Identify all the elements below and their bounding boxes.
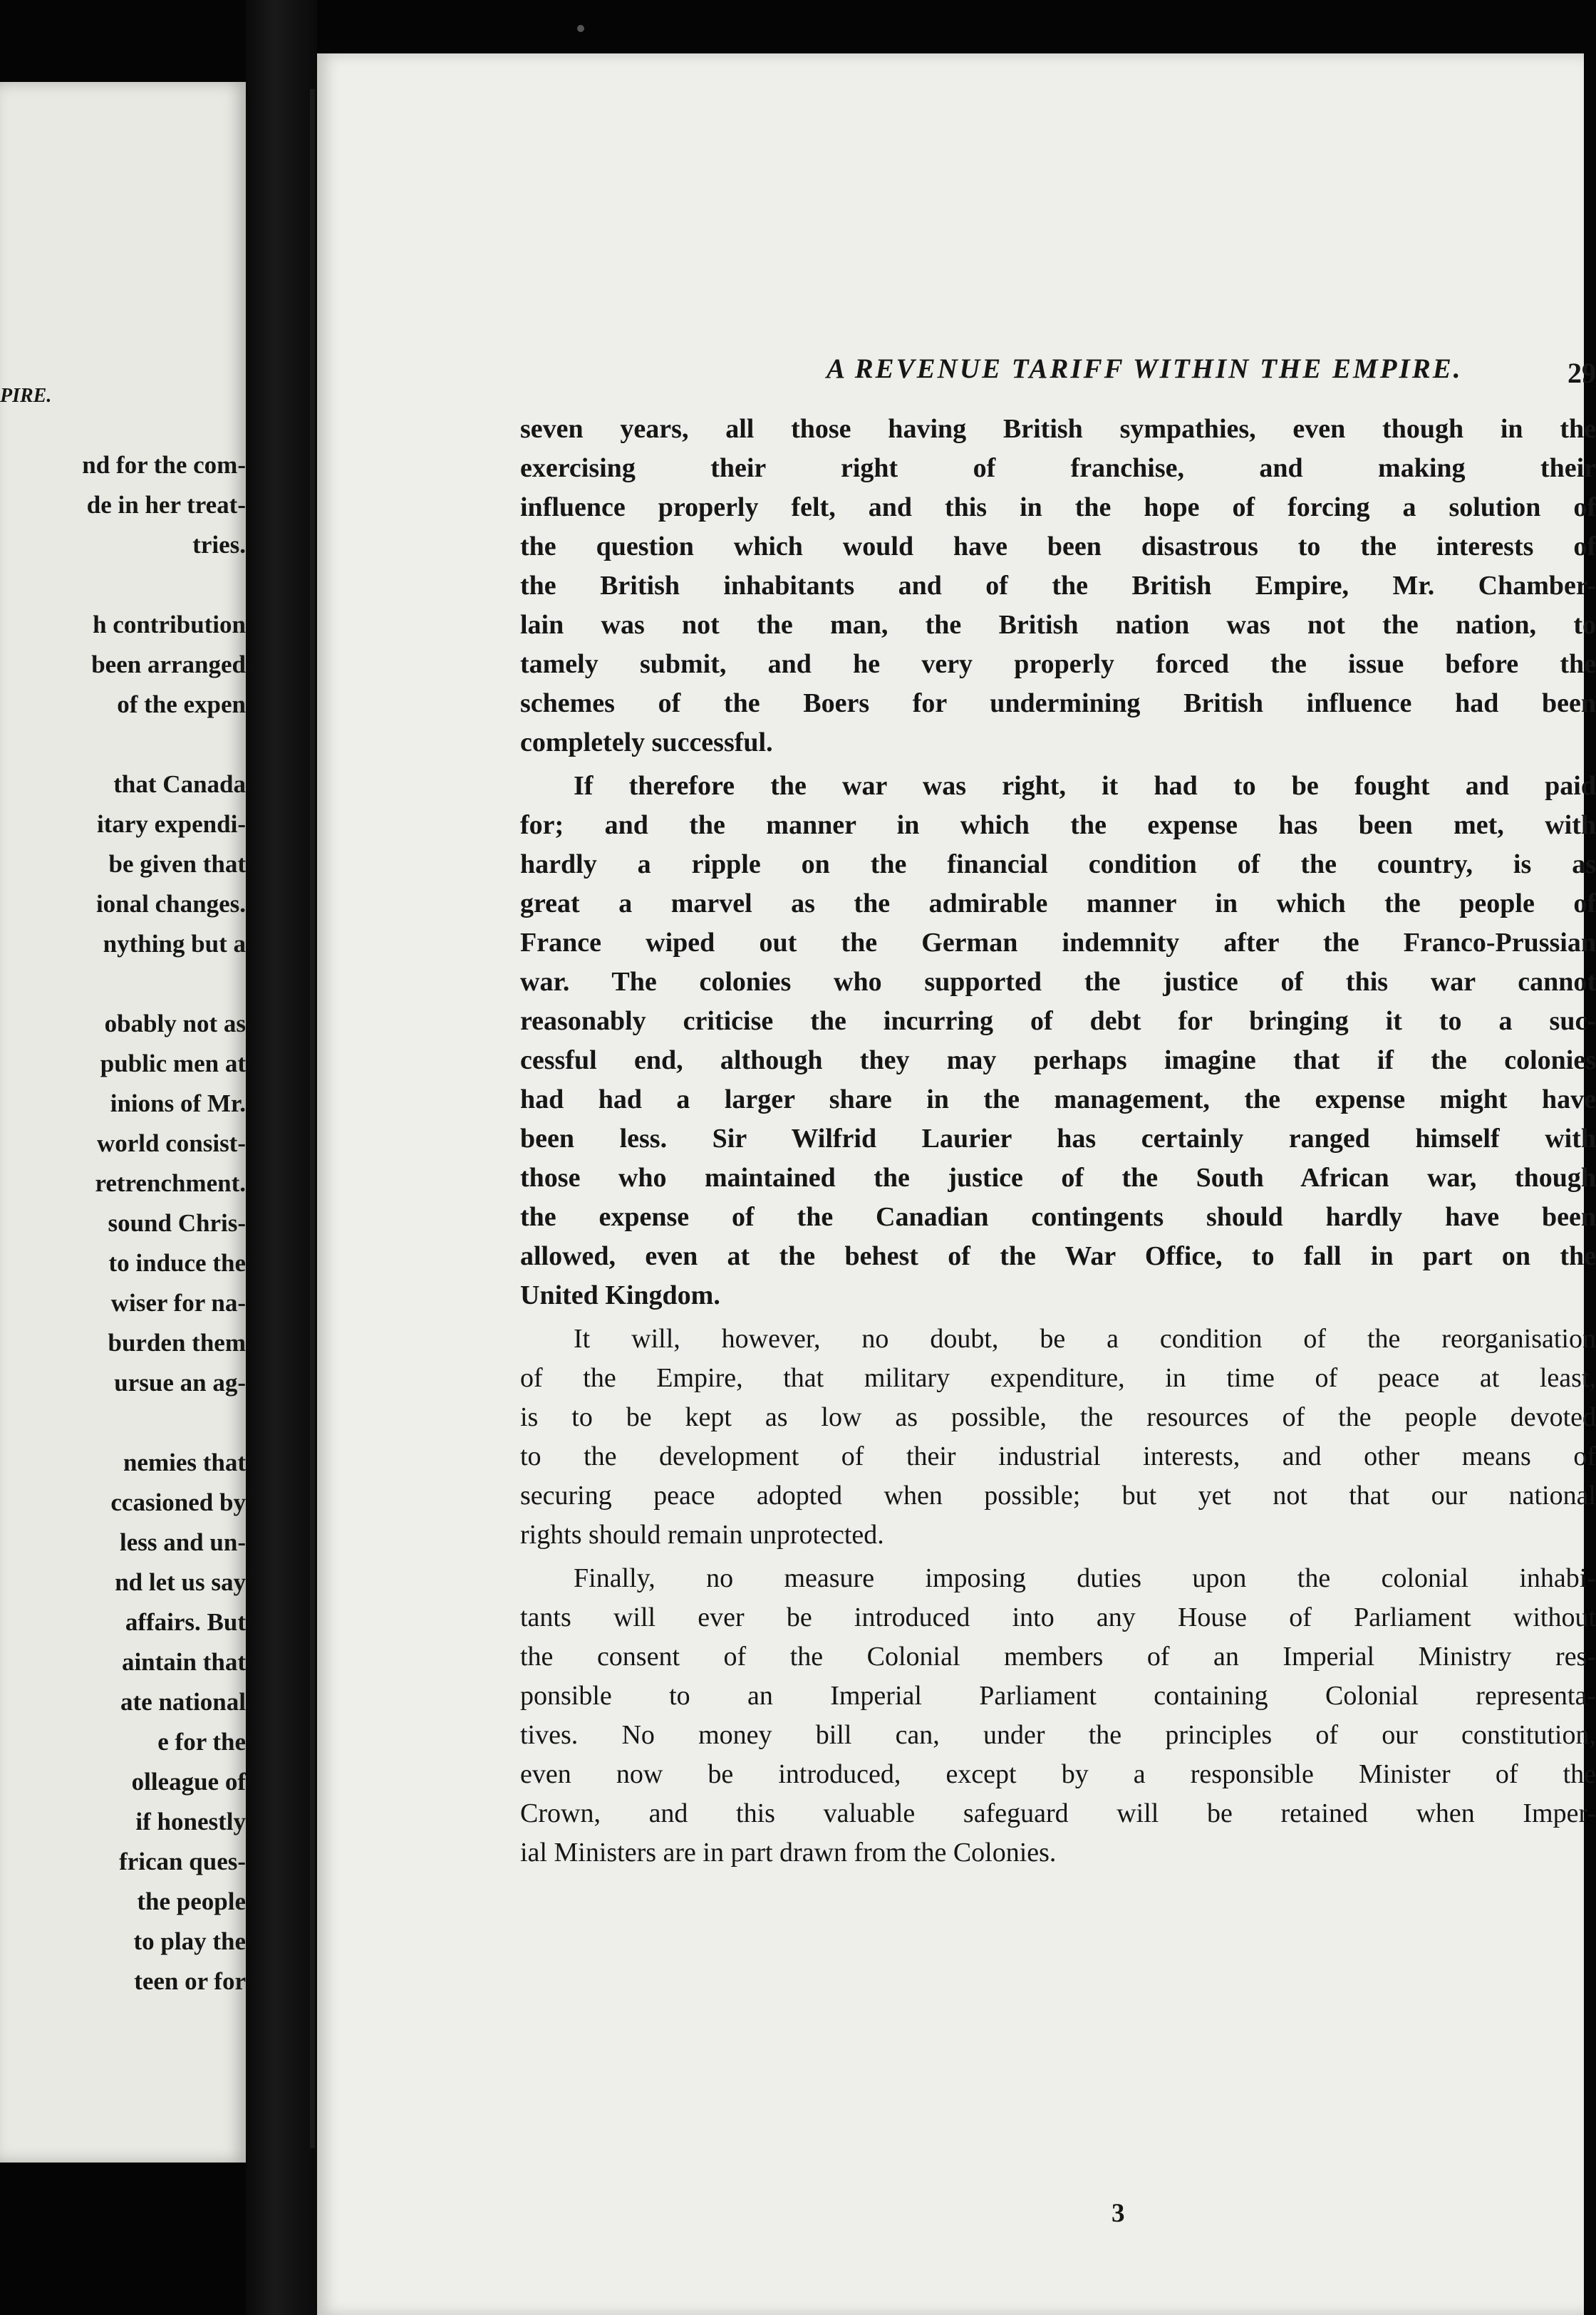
left-page-line: inions of Mr. xyxy=(110,1089,246,1117)
text-line: United Kingdom. xyxy=(520,1280,720,1310)
text-line: seven years, all those having British sympathies, even though in the xyxy=(520,414,1596,444)
text-line: securing peace adopted when possible; but yet not that our national xyxy=(520,1481,1596,1511)
text-line: France wiped out the German indemnity after the Franco-Prussian xyxy=(520,928,1596,958)
page-number: 29 xyxy=(1568,357,1596,389)
text-line: war. The colonies who supported the justice of this war cannot xyxy=(520,967,1596,997)
text-line: lain was not the man, the British nation was not the nation, to xyxy=(520,610,1596,640)
paragraph xyxy=(520,410,1596,762)
text-line: exercising their right of franchise, and making their xyxy=(520,453,1596,483)
text-line: the consent of the Colonial members of an Imperial Ministry res- xyxy=(520,1642,1596,1672)
left-page-line xyxy=(0,725,246,765)
text-line: schemes of the Boers for undermining British influence had been xyxy=(520,688,1596,718)
text-line: had had a larger share in the management, the expense might have xyxy=(520,1084,1596,1114)
text-line: It will, however, no doubt, be a condition of the reorganisation xyxy=(574,1324,1596,1354)
paragraph xyxy=(520,1559,1596,1873)
left-page-line: frican ques- xyxy=(119,1848,246,1875)
paragraph xyxy=(520,1320,1596,1555)
text-line: tants will ever be introduced into any House of Parliament without xyxy=(520,1602,1596,1632)
left-page-line: if honestly xyxy=(135,1808,246,1835)
left-page-line: of the expen xyxy=(117,690,246,718)
page-header xyxy=(520,353,1596,410)
left-page-line: aintain that xyxy=(121,1648,246,1676)
left-page-line: been arranged xyxy=(91,651,246,678)
left-page-line: be given that xyxy=(108,850,246,878)
left-page-line: affairs. But xyxy=(125,1608,246,1636)
left-page-line: less and un- xyxy=(119,1528,246,1556)
left-page-line: wiser for na- xyxy=(110,1289,246,1317)
text-line: been less. Sir Wilfrid Laurier has certainly ranged himself with xyxy=(520,1124,1596,1154)
text-line: for; and the manner in which the expense has been met, with xyxy=(520,810,1596,840)
text-line: completely successful. xyxy=(520,727,773,757)
text-line: tamely submit, and he very properly forced the issue before the xyxy=(520,649,1596,679)
text-line: hardly a ripple on the financial condition of the country, is as xyxy=(520,849,1596,879)
text-line: Crown, and this valuable safeguard will be retained when Imper- xyxy=(520,1798,1596,1828)
left-page-line: ccasioned by xyxy=(110,1488,246,1516)
left-page-line: ate national xyxy=(120,1688,246,1716)
left-page-text xyxy=(0,445,246,2001)
text-line: ial Ministers are in part drawn from the Colonies. xyxy=(520,1838,1057,1868)
left-page-line: public men at xyxy=(100,1050,246,1077)
page-text-block xyxy=(520,353,1596,1877)
left-page-line: tries. xyxy=(192,531,246,559)
left-page-line: de in her treat- xyxy=(86,491,246,519)
text-line: influence properly felt, and this in the hope of forcing a solution of xyxy=(520,492,1596,522)
left-page-line: nything but a xyxy=(103,930,246,958)
text-line: the British inhabitants and of the British Empire, Mr. Chamber- xyxy=(520,571,1596,601)
left-facing-page xyxy=(0,82,246,2163)
left-page-line: to induce the xyxy=(108,1249,246,1277)
left-running-head: PIRE. xyxy=(0,385,52,407)
book-gutter xyxy=(246,0,317,2315)
text-line: tives. No money bill can, under the principles of our constitution, xyxy=(520,1720,1596,1750)
left-page-line: nd let us say xyxy=(115,1568,246,1596)
left-page-line: sound Chris- xyxy=(108,1209,246,1237)
left-page-line: ional changes. xyxy=(95,890,246,918)
left-page-line xyxy=(0,1403,246,1443)
left-page-line: obably not as xyxy=(104,1010,246,1037)
left-page-line: teen or for xyxy=(134,1967,246,1995)
dust-speck xyxy=(577,25,584,32)
body-text xyxy=(520,410,1596,1873)
left-page-line xyxy=(0,565,246,605)
left-page-line: itary expendi- xyxy=(96,810,246,838)
left-page-line: ursue an ag- xyxy=(114,1369,246,1397)
text-line: cessful end, although they may perhaps imagine that if the colonies xyxy=(520,1045,1596,1075)
text-line: Finally, no measure imposing duties upon the colonial inhabi- xyxy=(574,1563,1596,1593)
left-page-line: world consist- xyxy=(96,1129,246,1157)
left-page-line: that Canada xyxy=(113,770,246,798)
text-line: the question which would have been disastrous to the interests of xyxy=(520,532,1596,561)
left-page-line: nemies that xyxy=(123,1449,246,1476)
text-line: rights should remain unprotected. xyxy=(520,1520,884,1550)
paragraph xyxy=(520,767,1596,1315)
left-page-line xyxy=(0,964,246,1004)
spine-shadow xyxy=(310,89,315,2148)
signature-mark: 3 xyxy=(1112,2199,1125,2228)
left-page-line: the people xyxy=(137,1887,246,1915)
left-page-line: e for the xyxy=(157,1728,246,1756)
text-line: allowed, even at the behest of the War Office, to fall in part on the xyxy=(520,1241,1596,1271)
left-page-line: burden them xyxy=(108,1329,246,1357)
left-page-line: olleague of xyxy=(131,1768,246,1796)
left-page-line: nd for the com- xyxy=(82,451,246,479)
text-line: the expense of the Canadian contingents should hardly have been xyxy=(520,1202,1596,1232)
left-page-line: retrenchment. xyxy=(95,1169,246,1197)
text-line: to the development of their industrial interests, and other means of xyxy=(520,1441,1596,1471)
text-line: reasonably criticise the incurring of debt for bringing it to a suc- xyxy=(520,1006,1596,1036)
text-line: great a marvel as the admirable manner in which the people of xyxy=(520,889,1596,918)
text-line: is to be kept as low as possible, the resources of the people devoted xyxy=(520,1402,1596,1432)
left-page-line: h contribution xyxy=(93,611,246,638)
text-line: If therefore the war was right, it had to be fought and paid xyxy=(574,771,1596,801)
text-line: ponsible to an Imperial Parliament containing Colonial representa- xyxy=(520,1681,1596,1711)
left-page-line: to play the xyxy=(133,1927,246,1955)
right-page xyxy=(317,53,1596,2315)
text-line: of the Empire, that military expenditure, in time of peace at least, xyxy=(520,1363,1596,1393)
text-line: even now be introduced, except by a responsible Minister of the xyxy=(520,1759,1596,1789)
running-head: A REVENUE TARIFF WITHIN THE EMPIRE. xyxy=(826,353,1463,384)
text-line: those who maintained the justice of the South African war, though xyxy=(520,1163,1596,1193)
